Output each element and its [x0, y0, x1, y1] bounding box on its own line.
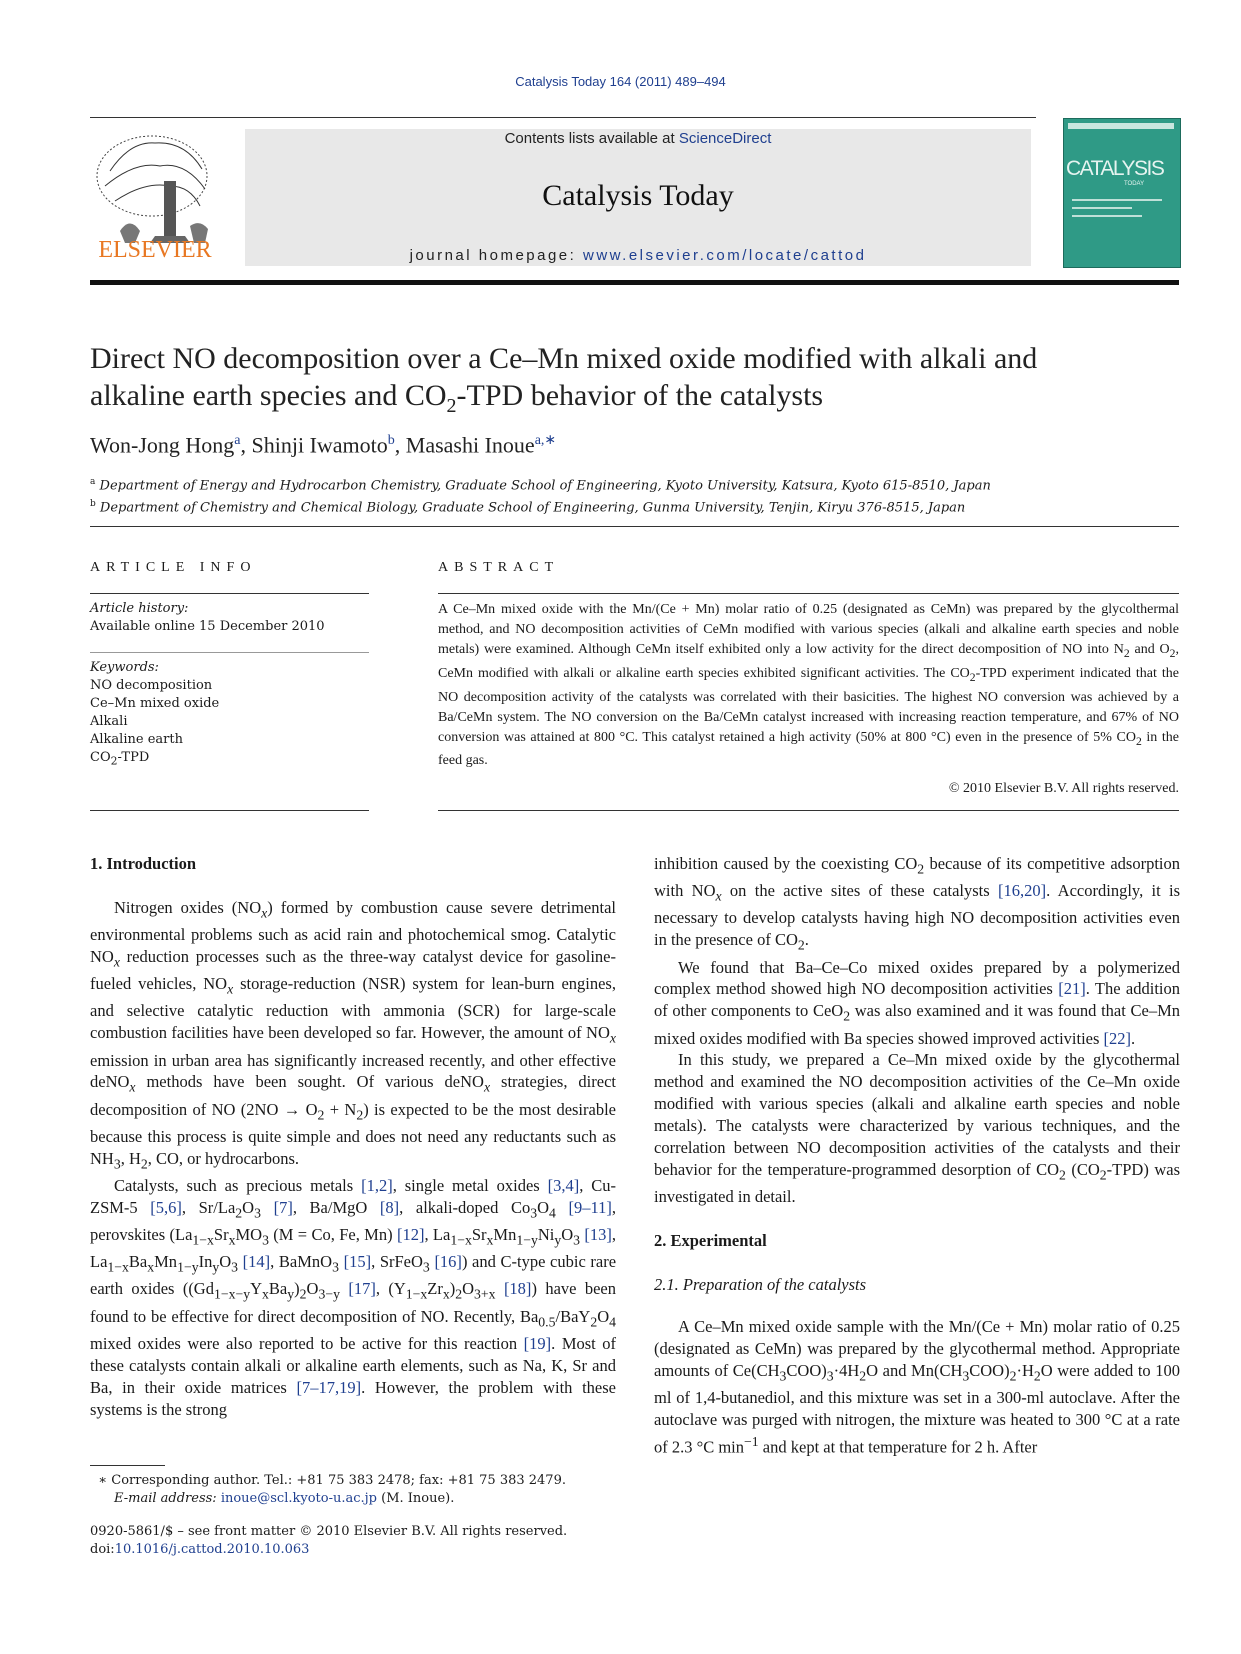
sub: 1−x	[405, 1286, 428, 1302]
sub: 3	[779, 1368, 787, 1383]
citation-link[interactable]: [14]	[242, 1252, 271, 1272]
title-rule	[90, 526, 1179, 527]
citation-link[interactable]: [3,4]	[547, 1175, 580, 1195]
cover-line	[1072, 207, 1132, 209]
abstract-copyright: © 2010 Elsevier B.V. All rights reserved.	[948, 781, 1179, 796]
abstract-text	[438, 600, 1179, 771]
paragraph	[654, 1049, 1180, 1208]
sub: 1−y	[516, 1232, 538, 1248]
homepage-link[interactable]: www.elsevier.com/locate/cattod	[583, 247, 867, 264]
author-affil-mark[interactable]: b	[387, 433, 395, 448]
sub: 1−y	[177, 1259, 199, 1275]
cover-subtitle: TODAY	[1124, 181, 1145, 187]
text	[496, 1279, 504, 1298]
front-matter	[90, 1523, 620, 1559]
text: Mn	[493, 1225, 517, 1245]
subsection-heading: 2.1. Preparation of the catalysts	[654, 1274, 867, 1294]
sub: 3	[422, 1259, 430, 1275]
abstract-rule	[438, 593, 1179, 594]
sub: 2	[235, 1205, 243, 1221]
keyword: NO decomposition	[90, 678, 213, 693]
text: Zr	[427, 1279, 443, 1299]
info-rule	[90, 652, 369, 653]
sub: x	[228, 1232, 236, 1248]
keyword-part: -TPD	[117, 750, 150, 765]
text: O	[242, 1197, 255, 1217]
text	[556, 1198, 569, 1217]
author-affil-mark[interactable]: a	[234, 433, 241, 448]
sub: 1−x	[107, 1259, 129, 1275]
text: ) formed by combustion cause severe detrimental environmental problems such as acid rain and photochemical smog. Catalytic NO	[90, 897, 616, 967]
text: COO)	[786, 1360, 827, 1380]
text: .	[804, 930, 809, 950]
text: In this study, we prepared a Ce–Mn mixed oxide by the glycothermal method and examined the NO decomposition activities of the Ce–Mn oxide modified with various species (alkali and alkaline earth species and noble metals). The catalysts were characterized by various techniques, and the correlation between NO decomposition activities of the catalysts and their behavior for the temperature-programmed desorption of CO	[654, 1050, 1180, 1179]
text: mixed oxides were also reported to be active for this reaction	[90, 1333, 524, 1353]
text: , Ba/MgO	[292, 1197, 380, 1217]
sub: 2	[1033, 1368, 1041, 1383]
text: We found that Ba–Ce–Co mixed oxides prepared by a polymerized complex method showed high NO decomposition activities	[654, 957, 1180, 999]
text: O and Mn(CH	[866, 1360, 963, 1380]
text: ) have been found to be effective for direct decomposition of NO. Recently, Ba	[90, 1279, 616, 1326]
citation-link[interactable]: [8]	[379, 1197, 400, 1217]
sub: x	[262, 1286, 269, 1302]
text: emission in urban area has significantly increased recently, and other effective deNO	[90, 1050, 616, 1092]
keywords	[90, 659, 369, 771]
title-line-2b: -TPD behavior of the catalysts	[456, 379, 824, 412]
text: O	[561, 1225, 574, 1245]
text: inhibition caused by the coexisting CO	[654, 854, 918, 873]
abstract-part: in the feed gas.	[438, 729, 1179, 769]
paragraph	[654, 1316, 1180, 1458]
paragraph	[654, 957, 1180, 1050]
text: O	[219, 1252, 232, 1272]
author-name: Won-Jong Hong	[90, 432, 235, 458]
abstract-sub: 2	[1123, 646, 1130, 660]
text: , Cu-ZSM-5	[90, 1175, 616, 1217]
sub: 2	[859, 1368, 867, 1383]
sub: 3+x	[474, 1286, 496, 1302]
text: , BaMnO	[270, 1252, 333, 1272]
sub: 3−y	[318, 1286, 340, 1302]
citation-link[interactable]: [17]	[348, 1279, 376, 1299]
spacer	[654, 1208, 1180, 1230]
abstract-part: , CeMn modified with alkali or alkaline earth species exhibited significant activities. The CO	[438, 642, 1179, 681]
sub: 3	[573, 1232, 581, 1248]
footnote-line	[90, 1472, 620, 1490]
text: Nitrogen oxides (NO	[114, 897, 262, 917]
affiliation-a	[90, 473, 1190, 495]
keywords-label: Keywords:	[90, 660, 159, 675]
sub: 4	[549, 1205, 556, 1221]
text: ·H	[1016, 1360, 1034, 1380]
sub: x	[261, 905, 268, 921]
corresponding-author-footnote	[90, 1472, 620, 1508]
sub: 3	[254, 1205, 261, 1221]
affil-mark: b	[90, 499, 96, 510]
sub: 2	[317, 1106, 325, 1122]
info-rule	[90, 810, 369, 811]
keyword-sub: 2	[110, 754, 118, 768]
text: , CO, or hydrocarbons.	[147, 1148, 299, 1168]
text: on the active sites of these catalysts	[721, 881, 999, 901]
sub: 3	[231, 1259, 238, 1275]
footnote-mark: ∗	[98, 1473, 108, 1488]
keyword: Ce–Mn mixed oxide	[90, 696, 220, 711]
text: was also examined and it was found that Ce–Mn mixed oxides modified with Ba species showed improved activities	[654, 1001, 1180, 1048]
citation-link[interactable]: [5,6]	[150, 1197, 182, 1217]
article-history	[90, 600, 369, 636]
article-info-heading: ARTICLE INFO	[90, 560, 257, 575]
abstract-sub: 2	[969, 670, 976, 684]
sub: 2	[797, 937, 805, 953]
text: .	[1131, 1028, 1136, 1048]
sub: 4	[609, 1313, 616, 1329]
abstract-heading: ABSTRACT	[438, 560, 560, 575]
doi-line	[90, 1541, 620, 1559]
text: ·4H	[833, 1360, 860, 1380]
sub: 2	[1059, 1167, 1066, 1183]
text: (M = Co, Fe, Mn)	[268, 1225, 397, 1245]
abstract-sub: 2	[1169, 646, 1176, 660]
cover-line	[1072, 215, 1142, 217]
text: In	[198, 1252, 213, 1272]
sub: y	[212, 1259, 220, 1275]
text: Y	[250, 1279, 263, 1299]
sub: 1−x−y	[213, 1286, 251, 1302]
keyword: Alkali	[90, 714, 128, 729]
citation-link[interactable]: [16]	[434, 1252, 462, 1272]
email-label: E-mail address:	[114, 1491, 221, 1506]
title-line-1: Direct NO decomposition over a Ce–Mn mixed oxide modified with alkali and	[90, 342, 1038, 375]
contents-line	[245, 130, 1031, 147]
text: )	[294, 1279, 300, 1299]
sub: 2	[1099, 1167, 1107, 1183]
text: Ba	[128, 1252, 148, 1272]
text: reduction processes such as the three-way catalyst device for gasoline-fueled vehicles, NO	[90, 947, 616, 994]
sub: 2	[590, 1313, 598, 1329]
cover-title: CATALYSIS	[1066, 157, 1164, 180]
text: -TPD) was investigated in detail.	[654, 1159, 1180, 1207]
text: ) is expected to be the most desirable because this process is quite simple and does not need any reductants such as NH	[90, 1099, 616, 1168]
footnote-rule	[90, 1465, 165, 1466]
text: O	[462, 1279, 475, 1299]
keyword	[90, 749, 369, 771]
paragraph	[654, 853, 1180, 957]
citation-link[interactable]: [18]	[503, 1279, 532, 1299]
text: , La	[424, 1225, 451, 1245]
sub: y	[554, 1232, 562, 1248]
text: , Sr/La	[181, 1197, 236, 1217]
sub: 2	[356, 1106, 364, 1122]
cover-line	[1072, 199, 1162, 201]
publisher-name: ELSEVIER	[98, 237, 212, 263]
affil-mark: a	[90, 477, 96, 487]
text: Catalysts, such as precious metals	[114, 1175, 362, 1195]
text: , perovskites (La	[90, 1197, 617, 1245]
front-matter-text: 0920-5861/$ – see front matter © 2010 Elsevier B.V. All rights reserved.	[90, 1524, 568, 1539]
header-thick-rule	[90, 280, 1179, 285]
citation-link[interactable]: [13]	[584, 1225, 612, 1245]
citation-link[interactable]: [7]	[273, 1197, 293, 1217]
text: Sr	[213, 1225, 229, 1245]
homepage-line	[245, 247, 1031, 264]
title-subscript: 2	[446, 395, 457, 417]
text: storage-reduction (NSR) system for lean-burn engines, and selective catalytic reduction with ammonia (SCR) for large-scale combustion facilities have been developed so far. However, the amount of NO	[90, 974, 616, 1043]
text: Ni	[537, 1225, 555, 1245]
abstract-sub: 2	[1135, 734, 1142, 748]
text: O	[597, 1306, 610, 1326]
text: /BaY	[555, 1306, 591, 1326]
sub: 3	[826, 1368, 834, 1383]
sub: x	[486, 1232, 494, 1248]
affil-text: Department of Energy and Hydrocarbon Chemistry, Graduate School of Engineering, Kyoto University, Katsura, Kyoto 615-8510, Japan	[99, 478, 991, 494]
citation-link[interactable]: [1,2]	[361, 1175, 393, 1195]
citation-link[interactable]: [21]	[1058, 979, 1086, 999]
sub: x	[442, 1286, 450, 1302]
journal-cover[interactable]	[1063, 118, 1181, 268]
text: O	[537, 1197, 550, 1217]
citation-link[interactable]: [16,20]	[998, 881, 1047, 901]
sub: 3	[332, 1259, 339, 1275]
sub: x	[483, 1079, 491, 1095]
text: + N	[324, 1099, 357, 1119]
sub: 3	[530, 1205, 538, 1221]
paragraph	[90, 1175, 616, 1421]
keyword: Alkaline earth	[90, 732, 183, 747]
doi-link[interactable]: 10.1016/j.cattod.2010.10.063	[114, 1542, 310, 1557]
footnote-text: (M. Inoue).	[377, 1491, 455, 1506]
journal-citation[interactable]: Catalysis Today 164 (2011) 489–494	[515, 74, 726, 89]
sub: 2	[843, 1008, 851, 1024]
doi-label: doi:	[90, 1542, 115, 1557]
sub: x	[715, 888, 722, 904]
author-sep: ,	[240, 432, 252, 458]
section-heading: 1. Introduction	[90, 854, 197, 873]
sub: 3	[262, 1232, 269, 1248]
email-link[interactable]: inoue@scl.kyoto-u.ac.jp	[220, 1491, 377, 1506]
citation-link[interactable]: [15]	[343, 1252, 372, 1272]
sub: y	[287, 1286, 295, 1302]
text: strategies, direct decomposition of NO (2NO → O	[90, 1072, 616, 1119]
text: and kept at that temperature for 2 h. After	[758, 1437, 1038, 1457]
text: Ba	[268, 1279, 288, 1299]
homepage-prefix: journal homepage:	[409, 247, 583, 264]
abstract-part: and O	[1129, 642, 1170, 657]
sub: x	[609, 1030, 616, 1046]
sub: x	[129, 1079, 136, 1095]
sub: 1−x	[192, 1232, 214, 1248]
citation-link[interactable]: [22]	[1103, 1028, 1132, 1048]
text: , H	[120, 1148, 141, 1168]
sub: 0.5	[538, 1313, 556, 1329]
info-rule	[90, 593, 369, 594]
sub: 3	[962, 1368, 970, 1383]
sub: x	[227, 981, 234, 997]
text: )	[449, 1279, 456, 1299]
abstract-part: A Ce–Mn mixed oxide with the Mn/(Ce + Mn) molar ratio of 0.25 (designated as CeMn) was prepared by the glycolthermal method, and NO decomposition activities of CeMn modified with various species (alkali and alkaline earth species and noble metals) were examined. Although CeMn itself exhibited only a low activity for the direct decomposition of NO into N	[438, 602, 1179, 657]
affiliation-b	[90, 495, 1190, 517]
elsevier-logo	[90, 131, 220, 266]
cover-strip	[1068, 123, 1174, 129]
sub: 3	[113, 1156, 121, 1172]
author-name: Masashi Inoue	[405, 432, 535, 458]
header-rule	[90, 117, 1036, 118]
sub: 2	[917, 861, 925, 877]
text: MO	[235, 1225, 263, 1245]
text: . Accordingly, it is necessary to develop catalysts having high NO decomposition activities even in the presence of CO	[654, 881, 1181, 950]
text: COO)	[969, 1360, 1010, 1380]
text: , (Y	[375, 1279, 406, 1299]
sciencedirect-link[interactable]: ScienceDirect	[678, 130, 772, 147]
history-value: Available online 15 December 2010	[90, 619, 325, 634]
body-right-column	[654, 853, 1180, 1458]
text: ) and C-type cubic rare earth oxides ((Gd	[90, 1252, 617, 1299]
citation-link[interactable]: [12]	[396, 1225, 425, 1245]
text: because of its competitive adsorption with NO	[654, 854, 1180, 901]
text: . Most of these catalysts contain alkali or alkaline earth elements, such as Na, K, Sr and Ba, in their oxide matrices	[90, 1333, 617, 1397]
affiliations	[90, 473, 1190, 518]
paragraph	[90, 897, 616, 1175]
text	[261, 1198, 274, 1217]
sub: 2	[140, 1156, 148, 1172]
sub: 2	[1009, 1368, 1017, 1383]
abstract-rule	[438, 810, 1179, 811]
author-sep: ,	[394, 432, 406, 458]
text: A Ce–Mn mixed oxide sample with the Mn/(Ce + Mn) molar ratio of 0.25 (designated as CeMn) was prepared by the glycothermal method. Appropriate amounts of Ce(CH	[654, 1316, 1180, 1380]
text: , SrFeO	[371, 1252, 423, 1272]
text: . However, the problem with these systems is the strong	[90, 1377, 616, 1419]
author-list	[90, 432, 1190, 458]
text: O	[306, 1279, 319, 1299]
sub: 1−x	[450, 1232, 472, 1248]
author-name: Shinji Iwamoto	[251, 432, 388, 458]
text: , alkali-doped Co	[399, 1197, 531, 1217]
author-affil-mark[interactable]: a,∗	[534, 433, 557, 448]
title-line-2a: alkaline earth species and CO	[90, 379, 447, 412]
keyword-part: CO	[90, 750, 111, 765]
text: methods have been sought. Of various deNO	[135, 1072, 484, 1092]
section-heading: 2. Experimental	[654, 1231, 767, 1251]
citation-link[interactable]: [9–11]	[568, 1197, 612, 1217]
article-title	[90, 340, 1190, 425]
text: , single metal oxides	[392, 1175, 548, 1195]
text: . The addition of other components to CeO	[654, 979, 1180, 1021]
contents-prefix: Contents lists available at	[504, 130, 679, 147]
text: Sr	[471, 1225, 487, 1245]
body-left-column	[90, 853, 616, 1421]
sub: x	[147, 1259, 155, 1275]
journal-title: Catalysis Today	[542, 179, 734, 212]
text: (CO	[1065, 1159, 1100, 1179]
history-label: Article history:	[90, 601, 189, 616]
abstract-part: -TPD experiment indicated that the NO decomposition activity of the catalysts was correlated with their basicities. The highest NO conversion was achieved by a Ba/CeMn system. The NO conversion on the Ba/CeMn catalyst increased with increasing reaction temperature, and 67% of NO conversion was attained at 800 °C. This catalyst retained a high activity (50% at 800 °C) even in the presence of 5% CO	[438, 665, 1179, 745]
footnote-text: Corresponding author. Tel.: +81 75 383 2478; fax: +81 75 383 2479.	[107, 1473, 566, 1488]
text: , La	[90, 1225, 616, 1272]
affil-text: Department of Chemistry and Chemical Biology, Graduate School of Engineering, Gunma University, Tenjin, Kiryu 376-8515, Japan	[99, 500, 966, 516]
citation-link[interactable]: [7–17,19]	[296, 1377, 362, 1397]
sub: x	[113, 954, 120, 970]
sub: 2	[299, 1286, 307, 1302]
sub: 2	[455, 1286, 463, 1302]
text: O were added to 100 ml of 1,4-butanediol, and this mixture was set in a 300-ml autoclave. After the autoclave was purged with nitrogen, the mixture was heated to 300 °C at a rate of 2.3 °C min	[654, 1360, 1180, 1457]
sup: −1	[744, 1433, 759, 1449]
citation-link[interactable]: [19]	[523, 1333, 552, 1353]
footnote-email-line	[90, 1490, 620, 1508]
text: Mn	[154, 1252, 178, 1272]
